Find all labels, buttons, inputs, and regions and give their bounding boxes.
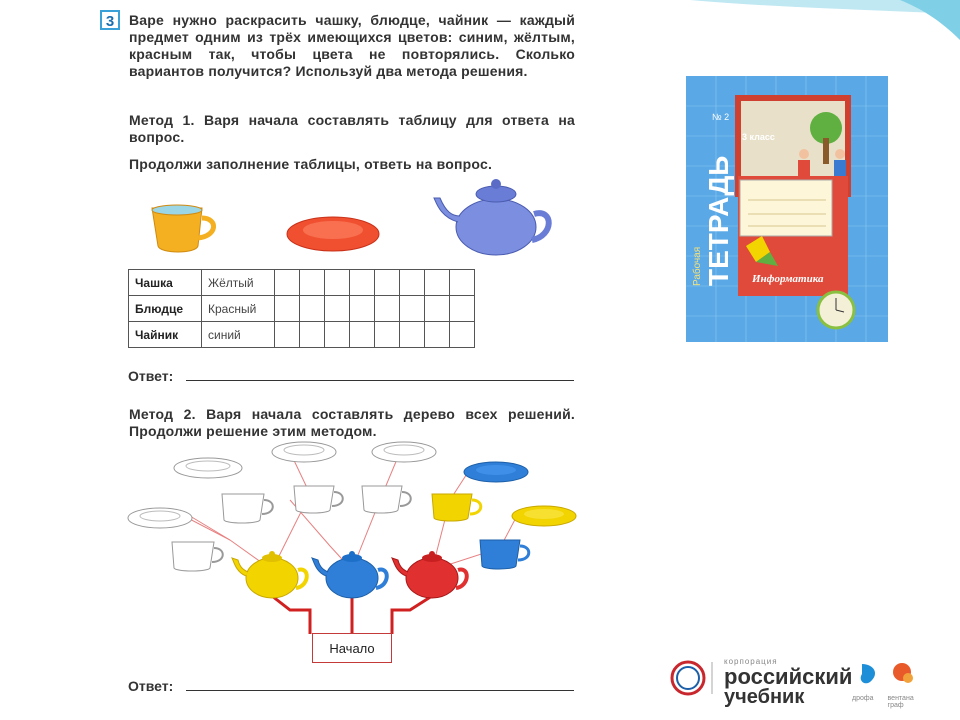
colors-table [128, 269, 475, 348]
row-header: Чайник [129, 322, 202, 348]
table-row [129, 296, 475, 322]
cover-number: № 2 [712, 112, 730, 122]
cover-grade: 3 класс [742, 132, 775, 142]
plate-white-2 [272, 442, 336, 462]
teapot-yellow [232, 551, 307, 598]
cup-white-2 [294, 486, 343, 513]
problem-text: Варе нужно раскрасить чашку, блюдце, чайник — каждый предмет одним из трёх имеющихся цветов: синим, жёлтым, красным так, чтобы цвета не повторялись. Сколько вариантов получится? Используй два метода решения. [129, 12, 575, 79]
empty-cell[interactable] [450, 270, 475, 296]
empty-cell[interactable] [450, 296, 475, 322]
cup-white-3 [362, 486, 411, 513]
plate-white-4 [128, 508, 192, 528]
empty-cell[interactable] [325, 270, 350, 296]
task-number: 3 [100, 10, 120, 30]
answer-label-1: Ответ: [128, 368, 174, 384]
empty-cell[interactable] [425, 296, 450, 322]
plate-white-3 [372, 442, 436, 462]
plate-white-1 [174, 458, 242, 478]
cup-white-1 [222, 494, 273, 523]
method1-instruction: Продолжи заполнение таблицы, ответь на вопрос. [129, 156, 493, 172]
decision-tree [120, 436, 590, 636]
row-header: Блюдце [129, 296, 202, 322]
teapot-image [434, 179, 549, 255]
brand-line1: российский [724, 664, 853, 689]
method1-text: Метод 1. Варя начала составлять таблицу для ответа на вопрос. [129, 112, 575, 145]
answer-label-2: Ответ: [128, 678, 174, 694]
empty-cell[interactable] [275, 322, 300, 348]
empty-cell[interactable] [275, 296, 300, 322]
empty-cell[interactable] [300, 270, 325, 296]
start-box: Начало [312, 633, 392, 663]
cup-yellow [432, 494, 481, 521]
empty-cell[interactable] [425, 270, 450, 296]
table-cell: Жёлтый [202, 270, 275, 296]
brand-line2: учебник [724, 686, 805, 708]
table-row [129, 322, 475, 348]
method2-text: Метод 2. Варя начала составлять дерево всех решений. Продолжи решение этим методом. [129, 406, 575, 439]
cover-title: ТЕТРАДЬ [703, 155, 734, 286]
empty-cell[interactable] [325, 296, 350, 322]
logo1-caption: дрофа [852, 695, 874, 702]
empty-cell[interactable] [375, 322, 400, 348]
corp-caption: корпорация [724, 657, 778, 666]
empty-cell[interactable] [350, 296, 375, 322]
empty-cell[interactable] [350, 270, 375, 296]
empty-cell[interactable] [300, 322, 325, 348]
answer-line-2[interactable] [186, 690, 574, 691]
empty-cell[interactable] [275, 270, 300, 296]
drofa-ventana-logo-icon [852, 660, 922, 690]
publisher-brand [724, 657, 852, 707]
table-cell: синий [202, 322, 275, 348]
plate-blue [464, 462, 528, 482]
teapot-red [392, 551, 467, 598]
logo2-caption: вентана граф [887, 695, 914, 709]
teapot-blue [312, 551, 387, 598]
table-cell: Красный [202, 296, 275, 322]
cup-image [152, 205, 214, 252]
empty-cell[interactable] [400, 296, 425, 322]
empty-cell[interactable] [450, 322, 475, 348]
russian-textbook-logo-icon [668, 658, 720, 698]
row-header: Чашка [129, 270, 202, 296]
cup-blue [480, 540, 529, 569]
cover-subject: Информатика [752, 273, 824, 285]
empty-cell[interactable] [375, 270, 400, 296]
table-row [129, 270, 475, 296]
empty-cell[interactable] [375, 296, 400, 322]
cover-subtitle: Рабочая [692, 246, 703, 286]
plate-image [287, 217, 379, 251]
empty-cell[interactable] [300, 296, 325, 322]
workbook-cover [686, 76, 888, 342]
empty-cell[interactable] [425, 322, 450, 348]
answer-line-1[interactable] [186, 380, 574, 381]
items-illustration [140, 172, 560, 262]
empty-cell[interactable] [350, 322, 375, 348]
empty-cell[interactable] [400, 270, 425, 296]
plate-yellow [512, 506, 576, 526]
cup-white-4 [172, 542, 223, 571]
empty-cell[interactable] [400, 322, 425, 348]
empty-cell[interactable] [325, 322, 350, 348]
partner-logos [852, 660, 922, 709]
